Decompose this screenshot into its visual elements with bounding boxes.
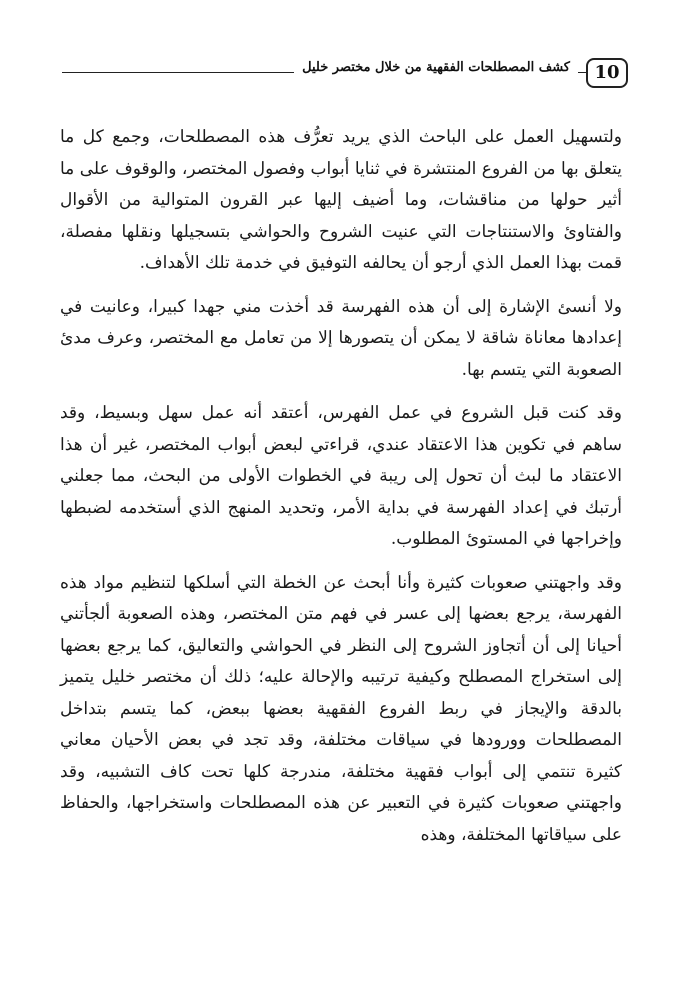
paragraph-3: وقد كنت قبل الشروع في عمل الفهرس، أعتقد أنه عمل سهل وبسيط، وقد ساهم في تكوين هذا الاعتقاد عندي، قراءتي لبعض أبواب المختصر، غير أن هذا الاعتقاد ما لبث أن تحول إلى ريبة في الخطوات الأولى من البحث، مما جعلني أرتبك في إعداد الفهرسة في بداية الأمر، وتحديد المنهج الذي أستخدمه لضبطها وإخراجها في المستوئ المطلوب. bbox=[60, 403, 622, 549]
running-title: كشف المصطلحات الفقهية من خلال مختصر خليل bbox=[294, 60, 578, 75]
body-text bbox=[60, 122, 622, 863]
page-number: 10 bbox=[586, 58, 628, 88]
paragraph-2: ولا أنسئ الإشارة إلى أن هذه الفهرسة قد أخذت مني جهدا كبيرا، وعانيت في إعدادها معاناة شاقة لا يمكن أن يتصورها إلا من تعامل مع المختصر، وعرف مدئ الصعوبة التي يتسم بها. bbox=[60, 296, 622, 380]
running-header bbox=[62, 52, 628, 88]
paragraph-4: وقد واجهتني صعوبات كثيرة وأنا أبحث عن الخطة التي أسلكها لتنظيم مواد هذه الفهرسة، يرجع بعضها إلى عسر في فهم متن المختصر، وهذه الصعوبة ألجأتني أحيانا إلى أن أتجاوز الشروح إلى النظر في الحواشي والتعاليق، كما يرجع بعضها إلى استخراج المصطلح وكيفية ترتيبه والإحالة عليه؛ ذلك أن مختصر خليل يتميز بالدقة والإيجاز في ربط الفروع الفقهية بعضها ببعض، كما يتسم بتداخل المصطلحات وورودها في سياقات مختلفة، وقد تجد في بعض الأحيان معاني كثيرة تنتمي إلى أبواب فقهية مختلفة، مندرجة كلها تحت كاف التشبيه، وقد واجهتني صعوبات كثيرة في التعبير عن هذه المصطلحات واستخراجها، والحفاظ على سياقاتها المختلفة، وهذه bbox=[60, 572, 622, 845]
paragraph-1: ولتسهيل العمل على الباحث الذي يريد تعرُّف هذه المصطلحات، وجمع كل ما يتعلق بها من الفروع المنتشرة في ثنايا أبواب وفصول المختصر، والوقوف على ما أثير حولها من مناقشات، وما أضيف إليها عبر القرون المتوالية من الأقوال والفتاوئ والاستنتاجات التي عنيت الشروح والحواشي بتسجيلها ونقلها مفصلة، قمت بهذا العمل الذي أرجو أن يحالفه التوفيق في خدمة تلك الأهداف. bbox=[60, 127, 622, 273]
